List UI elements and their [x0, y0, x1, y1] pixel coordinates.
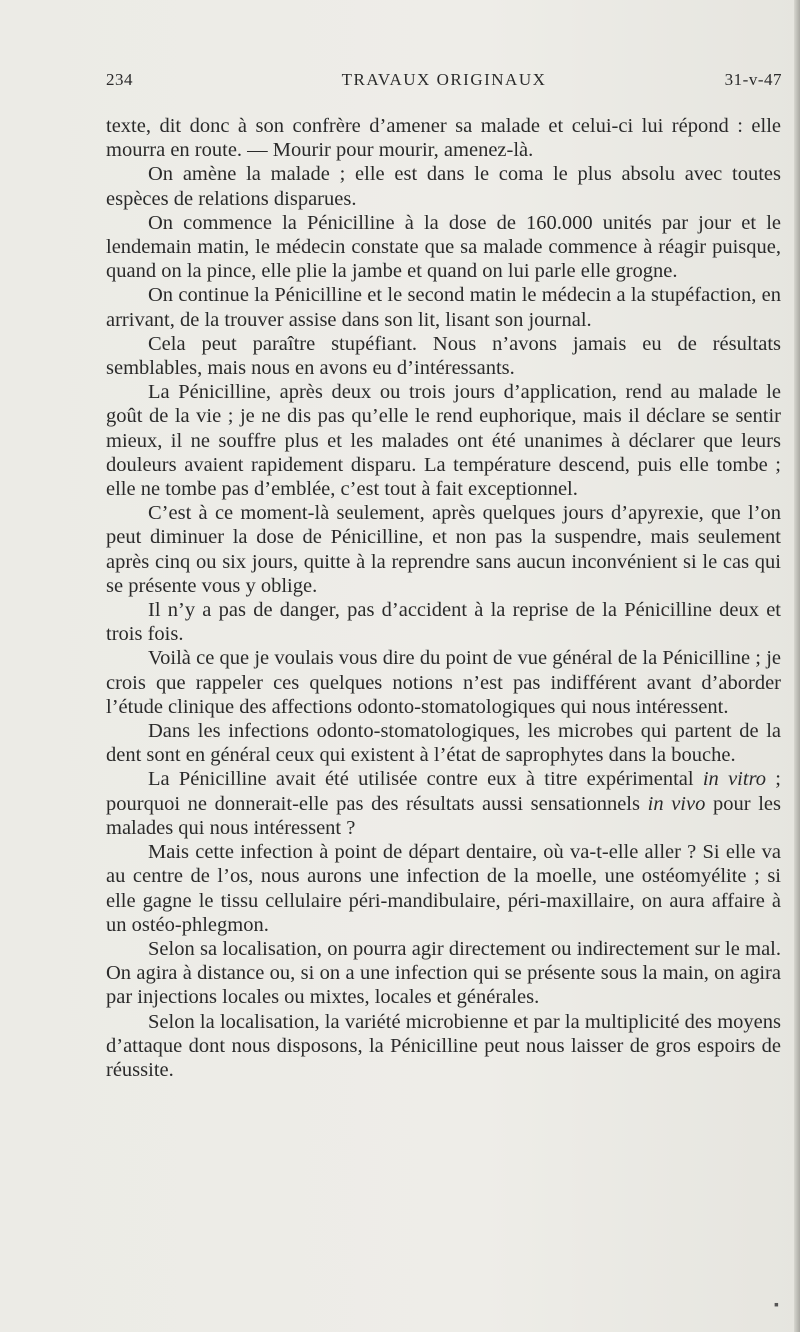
paragraph: Dans les infections odonto-stomatologiques, les microbes qui partent de la dent sont en général ceux qui existent à l’état de saprophytes dans la bouche.: [106, 720, 781, 767]
paragraph: Selon sa localisation, on pourra agir directement ou indirectement sur le mal. On agira à distance ou, si on a une infection qui se présente sous la main, on agira par injections locales ou mixtes, locales et générales.: [106, 937, 781, 1009]
paragraph: [106, 767, 781, 840]
paragraph: texte, dit donc à son confrère d’amener sa malade et celui-ci lui répond : elle mourra en route. — Mourir pour mourir, amenez-là.: [106, 115, 781, 162]
ink-speck: ▪: [774, 1298, 779, 1313]
paragraph-text: ; pourquoi ne donnerait-elle pas des résultats aussi sensationnels: [106, 768, 781, 815]
paragraph: Cela peut paraître stupéfiant. Nous n’avons jamais eu de résultats semblables, mais nous en avons eu d’intéressants.: [106, 332, 781, 380]
running-header: [106, 70, 782, 96]
italic-term: in vivo: [647, 792, 706, 815]
page-number: 234: [106, 70, 133, 89]
paragraph-text: pour les malades qui nous intéressent ?: [106, 792, 781, 839]
page-edge-shadow: [794, 0, 800, 1332]
paragraph: Mais cette infection à point de départ dentaire, où va-t-elle aller ? Si elle va au centre de l’os, nous aurons une infection de la moelle, une ostéomyélite ; si elle gagne le tissu cellulaire péri-mandibulaire, péri-maxillaire, on aura affaire à un ostéo-phlegmon.: [106, 841, 781, 936]
paragraph: On amène la malade ; elle est dans le coma le plus absolu avec toutes espèces de relations disparues.: [106, 163, 781, 210]
paragraph: On commence la Pénicilline à la dose de 160.000 unités par jour et le lendemain matin, le médecin constate que sa malade commence à réagir puisque, quand on la pince, elle plie la jambe et quand on lui parle elle grogne.: [106, 211, 781, 283]
paragraph: Voilà ce que je voulais vous dire du point de vue général de la Pénicilline ; je crois que rappeler ces quelques notions n’est pas indifférent avant d’aborder l’étude clinique des affections odonto-stomatologiques qui nous intéressent.: [106, 647, 781, 718]
paragraph: Il n’y a pas de danger, pas d’accident à la reprise de la Pénicilline deux et trois fois.: [106, 599, 781, 646]
running-title: TRAVAUX ORIGINAUX: [341, 70, 547, 89]
paragraph: Selon la localisation, la variété microbienne et par la multiplicité des moyens d’attaque dont nous disposons, la Pénicilline peut nous laisser de gros espoirs de réussite.: [106, 1010, 781, 1081]
paragraph: C’est à ce moment-là seulement, après quelques jours d’apyrexie, que l’on peut diminuer la dose de Pénicilline, et non pas la suspendre, mais seulement après cinq ou six jours, quitte à la reprendre sans aucun inconvénient si le cas qui se présente vous y oblige.: [106, 502, 781, 597]
italic-term: in vitro: [702, 768, 767, 791]
paragraph: La Pénicilline, après deux ou trois jours d’application, rend au malade le goût de la vie ; je ne dis pas qu’elle le rend euphorique, mais il déclare se sentir mieux, il ne souffre plus et les malades ont été unanimes à déclarer que leurs douleurs avaient rapidement disparu. La température descend, puis elle tombe ; elle ne tombe pas d’emblée, c’est tout à fait exceptionnel.: [106, 381, 781, 501]
paragraph-text: La Pénicilline avait été utilisée contre eux à titre expérimental: [148, 768, 703, 791]
paragraph: On continue la Pénicilline et le second matin le médecin a la stupéfaction, en arrivant, de la trouver assise dans son lit, lisant son journal.: [106, 284, 781, 331]
issue-date: 31-v-47: [724, 70, 782, 89]
article-body: [106, 114, 781, 1082]
